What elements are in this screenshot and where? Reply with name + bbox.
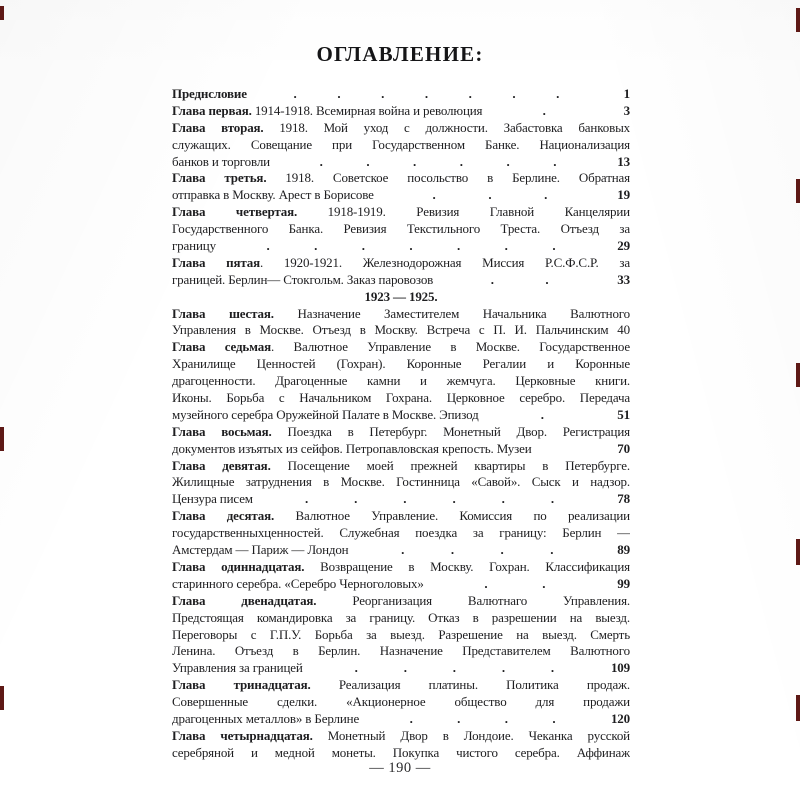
dot-leader <box>253 491 606 508</box>
chapter-description: Иконы. Борьба с Начальником Гохрана. Церковное серебро. Передача <box>172 390 630 406</box>
leader-dot: . <box>550 660 555 676</box>
page-ref: 120 <box>610 710 630 726</box>
book-cover-edge-mark <box>796 695 800 721</box>
chapter-description: драгоценных металлов» в Берлине <box>172 710 360 726</box>
toc-line <box>172 373 630 390</box>
leader-dot: . <box>512 86 516 101</box>
page-ref: 13 <box>617 153 630 169</box>
chapter-description: Реорганизация Валютнаго Управления. <box>316 592 630 608</box>
toc-line <box>172 272 630 289</box>
leader-dot: . <box>545 271 549 287</box>
chapter-description: 1914-1918. Всемирная война и революция <box>251 102 483 118</box>
leader-dot: . <box>401 542 405 558</box>
chapter-name: Глава двенадцатая. <box>172 592 317 608</box>
chapter-name: Глава пятая <box>172 254 261 270</box>
toc-line <box>172 441 630 458</box>
leader-dot: . <box>504 710 508 726</box>
section-divider <box>172 289 630 306</box>
page-ref: 19 <box>617 187 630 203</box>
leader-dot: . <box>381 86 385 101</box>
toc-line-text <box>172 187 374 204</box>
leader-dot: . <box>553 153 557 169</box>
leader-dot: . <box>424 86 428 101</box>
leader-dot: . <box>544 187 548 203</box>
book-cover-edge-mark <box>796 363 800 387</box>
chapter-description: Переговоры с Г.П.У. Борьба за выезд. Разрешение на выезд. Смерть <box>172 626 630 642</box>
toc-line <box>172 694 630 711</box>
chapter-description: границей. Берлин— Стокгольм. Заказ паровозов <box>172 271 434 287</box>
toc-line <box>172 86 630 103</box>
chapter-name: Глава четвертая. <box>172 204 298 220</box>
dot-leader <box>482 103 606 120</box>
toc-line-text <box>172 86 247 103</box>
toc-line-text <box>172 576 424 593</box>
dot-leader <box>374 187 606 204</box>
leader-dot: . <box>501 660 505 676</box>
leader-dot: . <box>266 238 270 254</box>
chapter-description: границу <box>172 238 216 254</box>
chapter-description: банков и торговли <box>172 153 270 169</box>
toc-line <box>172 255 630 272</box>
dot-leader <box>270 154 606 171</box>
toc-line <box>172 660 630 677</box>
toc-list <box>172 86 630 762</box>
chapter-description: Возвращение в Москву. Гохран. Классификация <box>304 558 630 574</box>
toc-line-text <box>172 272 433 289</box>
leader-dot: . <box>403 660 407 676</box>
toc-line-text <box>172 711 359 728</box>
toc-line <box>172 356 630 373</box>
chapter-description: Назначение Заместителем Начальника Валютного <box>273 305 630 321</box>
toc-line <box>172 627 630 644</box>
chapter-description: 1918. Мой уход с должности. Забастовка банковых <box>263 119 630 135</box>
dot-leader <box>424 576 606 593</box>
leader-dot: . <box>413 153 417 169</box>
dot-leader <box>247 86 606 103</box>
chapter-name: Глава первая. <box>172 102 252 118</box>
leader-dot: . <box>452 660 456 676</box>
chapter-name: Глава тринадцатая. <box>172 677 311 693</box>
page-number: — 190 — <box>369 760 431 776</box>
toc-line <box>172 390 630 407</box>
leader-dot: . <box>490 271 494 287</box>
page-ref: 51 <box>617 406 630 422</box>
chapter-description: Предстоящая командировка за границу. Отказ в разрешении на выезд. <box>172 609 630 625</box>
toc-line <box>172 339 630 356</box>
page-ref: 33 <box>617 271 630 287</box>
toc-line-text <box>172 154 270 171</box>
chapter-description: Управления за границей <box>172 660 303 676</box>
leader-dot: . <box>450 542 454 558</box>
leader-dot: . <box>506 153 510 169</box>
toc-line <box>172 154 630 171</box>
dot-leader <box>359 711 606 728</box>
leader-dot: . <box>459 153 463 169</box>
leader-dot: . <box>500 542 504 558</box>
page-ref: 3 <box>623 102 630 118</box>
dot-leader <box>216 238 606 255</box>
toc-line <box>172 187 630 204</box>
chapter-name: Глава девятая. <box>172 457 271 473</box>
toc-line-text <box>172 542 349 559</box>
toc-line-text <box>172 491 253 508</box>
toc-line <box>172 542 630 559</box>
leader-dot: . <box>542 575 546 591</box>
book-cover-edge-mark <box>0 6 4 20</box>
chapter-description: Посещение моей прежней квартиры в Петербурге. <box>270 457 630 473</box>
toc-line <box>172 508 630 525</box>
leader-dot: . <box>468 86 472 101</box>
toc-line <box>172 610 630 627</box>
leader-dot: . <box>452 491 456 507</box>
toc-line-text <box>172 238 216 255</box>
chapter-description: государственныхценностей. Служебная поездка за границу: Берлин — <box>172 525 630 541</box>
page-ref: 89 <box>617 542 630 558</box>
chapter-description: Монетный Двор в Лондоие. Чеканка русской <box>312 727 630 743</box>
leader-dot: . <box>552 238 556 254</box>
page-ref: 78 <box>617 491 630 507</box>
chapter-name: Глава восьмая. <box>172 423 272 439</box>
page-ref: 99 <box>617 575 630 591</box>
chapter-description: 1918. Советское посольство в Берлине. Обратная <box>266 170 630 186</box>
chapter-name: Глава четырнадцатая. <box>172 727 313 743</box>
leader-dot: . <box>409 238 413 254</box>
dot-leader <box>479 407 606 424</box>
leader-dot: . <box>488 187 492 203</box>
chapter-description: Поездка в Петербург. Монетный Двор. Регистрация <box>271 423 630 439</box>
chapter-name: 1923 — 1925. <box>364 288 438 304</box>
toc-line <box>172 525 630 542</box>
toc-line <box>172 137 630 154</box>
chapter-name: Глава десятая. <box>172 508 275 524</box>
chapter-description: Реализация платины. Политика продаж. <box>310 677 630 693</box>
toc-line <box>172 643 630 660</box>
chapter-description: старинного серебра. «Серебро Черноголовых» <box>172 575 424 591</box>
book-cover-edge-mark <box>796 179 800 203</box>
chapter-description: Жилищные затруднения в Москве. Гостинница «Савой». Сыск и надзор. <box>172 474 630 490</box>
chapter-description: . Валютное Управление в Москве. Государственное <box>270 339 630 355</box>
toc-line <box>172 593 630 610</box>
leader-dot: . <box>540 406 544 422</box>
toc-line <box>172 221 630 238</box>
leader-dot: . <box>550 542 554 558</box>
toc-line <box>172 322 630 339</box>
chapter-description: отправка в Москву. Арест в Борисове <box>172 187 374 203</box>
chapter-name: Глава одиннадцатая. <box>172 558 305 574</box>
dot-leader <box>433 272 606 289</box>
leader-dot: . <box>484 575 488 591</box>
chapter-description: драгоценности. Драгоценные камни и жемчуга. Церковные книги. <box>172 373 630 389</box>
leader-dot: . <box>501 491 505 507</box>
leader-dot: . <box>354 660 358 676</box>
toc-line <box>172 120 630 137</box>
toc-line-text <box>172 103 482 120</box>
chapter-name: Глава шестая. <box>172 305 274 321</box>
chapter-description: Совершенные сделки. «Акционерное общество для продажи <box>172 694 630 710</box>
toc-line <box>172 458 630 475</box>
leader-dot: . <box>314 238 318 254</box>
leader-dot: . <box>337 86 341 101</box>
toc-line <box>172 204 630 221</box>
chapter-description: документов изъятых из сейфов. Петропавловская крепость. Музеи <box>172 440 532 456</box>
toc-line <box>172 103 630 120</box>
toc-line <box>172 491 630 508</box>
leader-dot: . <box>409 710 413 726</box>
dot-leader <box>349 542 607 559</box>
toc-line-text <box>172 407 479 424</box>
toc-line <box>172 424 630 441</box>
leader-dot: . <box>556 86 560 101</box>
toc-line <box>172 559 630 576</box>
toc-line-text <box>172 660 303 677</box>
chapter-description: Амстердам — Париж — Лондон <box>172 542 349 558</box>
chapter-description: музейного серебра Оружейной Палате в Москве. Эпизод <box>172 406 479 422</box>
toc-line <box>172 170 630 187</box>
leader-dot: . <box>457 710 461 726</box>
leader-dot: . <box>552 710 556 726</box>
page-ref: 1 <box>623 86 630 101</box>
toc-line <box>172 306 630 323</box>
chapter-name: Глава третья. <box>172 170 267 186</box>
page-ref: 70 <box>617 440 630 456</box>
leader-dot: . <box>550 491 554 507</box>
leader-dot: . <box>293 86 297 101</box>
book-cover-edge-mark <box>0 686 4 710</box>
toc-line <box>172 728 630 745</box>
toc-line <box>172 677 630 694</box>
leader-dot: . <box>304 491 309 507</box>
chapter-description: Валютное Управление. Комиссия по реализации <box>274 508 630 524</box>
leader-dot: . <box>542 102 546 118</box>
toc-line <box>172 711 630 728</box>
page-ref: 109 <box>610 660 630 676</box>
leader-dot: . <box>354 491 358 507</box>
leader-dot: . <box>361 238 365 254</box>
chapter-description: Управления в Москве. Отъезд в Москву. Встреча с П. И. Пальчинским 40 <box>172 322 630 338</box>
book-cover-edge-mark <box>0 427 4 451</box>
chapter-description: Хранилище Ценностей (Гохран). Коронные Регалии и Коронные <box>172 356 630 372</box>
toc-line <box>172 474 630 491</box>
leader-dot: . <box>457 238 461 254</box>
toc-line <box>172 407 630 424</box>
chapter-name: Глава вторая. <box>172 119 264 135</box>
leader-dot: . <box>403 491 407 507</box>
chapter-description: . 1920-1921. Железнодорожная Миссия Р.С.Ф.С.Р. за <box>260 254 630 270</box>
leader-dot: . <box>432 187 436 203</box>
chapter-description: служащих. Совещание при Государственном Банке. Национализация <box>172 136 630 152</box>
chapter-description: серебряной и медной монеты. Покупка чистого серебра. Аффинаж <box>172 744 630 760</box>
chapter-name: Преднсловие <box>172 86 247 101</box>
toc-line <box>172 576 630 593</box>
toc-line-text <box>172 441 532 458</box>
toc-title: ОГЛАВЛЕНИЕ: <box>316 42 484 66</box>
chapter-description: 1918-1919. Ревизия Главной Канцелярии <box>297 204 630 220</box>
chapter-name: Глава седьмая <box>172 339 271 355</box>
chapter-description: Ленина. Отъезд в Берлин. Назначение Представителем Валютного <box>172 643 630 659</box>
chapter-description: Цензура писем <box>172 491 253 507</box>
leader-dot: . <box>504 238 508 254</box>
toc-line <box>172 238 630 255</box>
page-ref: 29 <box>617 238 630 254</box>
leader-dot: . <box>366 153 370 169</box>
leader-dot: . <box>319 153 323 169</box>
book-cover-edge-mark <box>796 8 800 32</box>
book-cover-edge-mark <box>796 539 800 565</box>
dot-leader <box>303 660 606 677</box>
chapter-description: Государственного Банка. Ревизия Текстильного Треста. Отъезд за <box>172 221 630 237</box>
